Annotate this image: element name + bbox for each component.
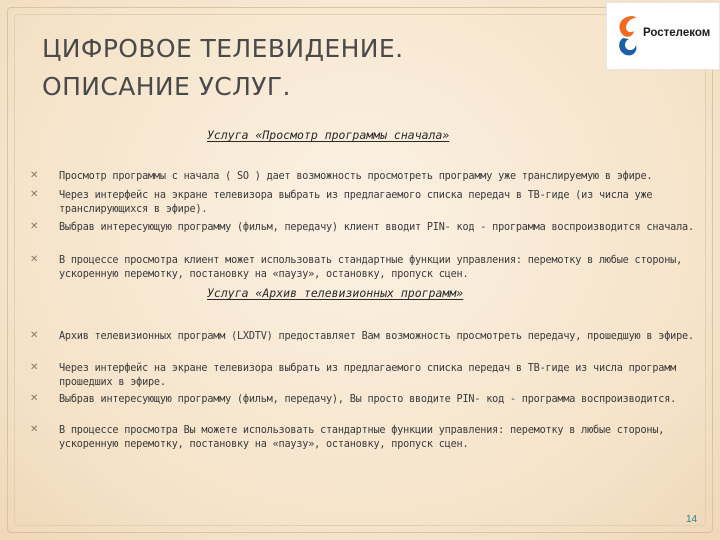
x-bullet-icon: ✕ [30,189,39,200]
x-bullet-icon: ✕ [30,362,39,373]
list-item-text: Выбрав интересующую программу (фильм, передачу), Вы просто вводите PIN- код - программа воспроизводится. [59,394,677,405]
list-item-text: Через интерфейс на экране телевизора выбрать из предлагаемого списка передач в ТВ-гиде (из числа уже транслирующихся в эфире). [59,190,653,215]
x-bullet-icon: ✕ [30,330,39,341]
list-item-text: В процессе просмотра клиент может использовать стандартные функции управления: перемотку в любые стороны, ускоренную перемотку, постановку на «паузу», остановку, пропуск сцен. [59,255,683,280]
list-item-text: Через интерфейс на экране телевизора выбрать из предлагаемого списка передач в ТВ-гиде из числа программ прошедших в эфире. [59,363,677,388]
logo-text: Ростелеком [643,27,711,39]
list-item-text: В процессе просмотра Вы можете использовать стандартные функции управления: перемотку в любые стороны, ускоренную перемотку, постановку на «паузу», остановку, пропуск сцен. [59,425,665,450]
title-line-1: ЦИФРОВОЕ ТЕЛЕВИДЕНИЕ. [42,34,404,63]
list-item-text: Просмотр программы с начала ( SO ) дает возможность просмотреть программу уже транслируемую в эфире. [59,171,653,182]
company-logo [606,2,720,70]
section-heading-archive: Услуга «Архив телевизионных программ» [207,286,464,300]
section-heading-catchup: Услуга «Просмотр программы сначала» [207,128,450,142]
x-bullet-icon: ✕ [30,170,39,181]
x-bullet-icon: ✕ [30,254,39,265]
slide-title [42,30,582,106]
title-line-2: ОПИСАНИЕ УСЛУГ. [42,72,291,101]
page-number: 14 [686,514,698,525]
x-bullet-icon: ✕ [30,393,39,404]
list-item-text: Выбрав интересующую программу (фильм, передачу) клиент вводит PIN- код - программа воспроизводится сначала. [59,222,694,233]
rostelecom-logo-icon [613,12,641,58]
list-item-text: Архив телевизионных программ (LXDTV) предоставляет Вам возможность просмотреть передачу, прошедшую в эфире. [59,331,694,342]
x-bullet-icon: ✕ [30,221,39,232]
x-bullet-icon: ✕ [30,424,39,435]
